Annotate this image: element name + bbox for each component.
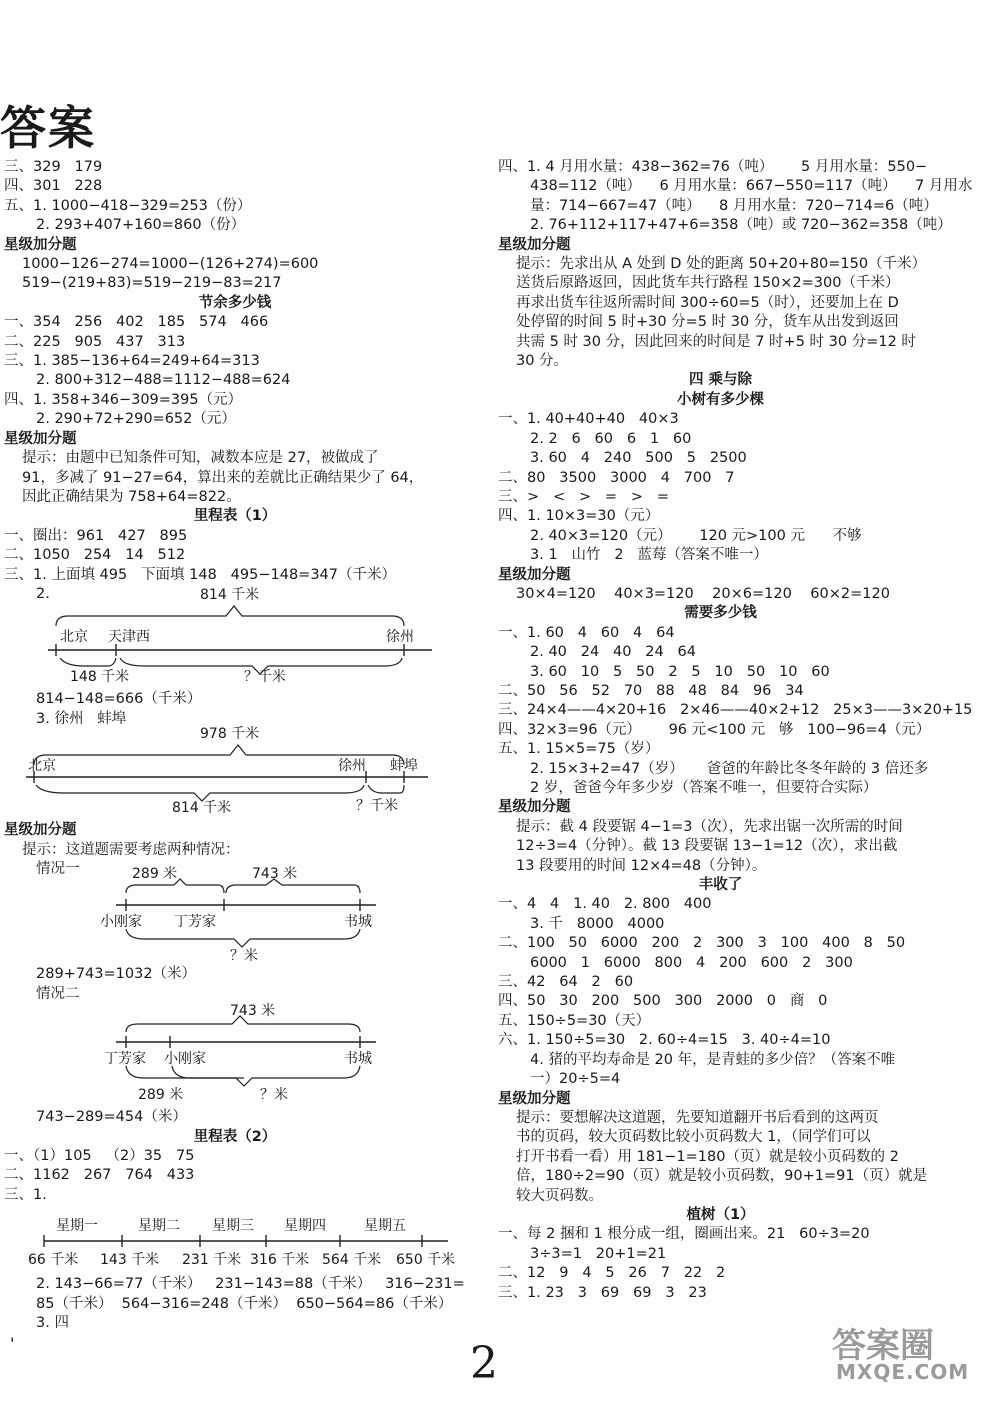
diagram-label: 书城 xyxy=(344,914,372,931)
watermark-logo: 答案圈 xyxy=(832,1326,934,1366)
hint-line: 书的页码，较大页码数比较小页码数大 1，（同学们可以 xyxy=(516,1129,871,1146)
hint-line: 91，多减了 91−27=64，算出来的差就比正确结果少了 64， xyxy=(22,469,424,486)
diagram-label: 徐州 xyxy=(338,758,366,775)
diagram-lines xyxy=(4,1012,444,1108)
answer-line: 二、80 3500 3000 4 700 7 xyxy=(498,469,735,486)
answer-line: 2. 143−66=77（千米） 231−143=88（千米） 316−231= xyxy=(36,1276,465,1293)
distance-label: 143 千米 xyxy=(100,1252,160,1269)
diagram-label: 小刚家 xyxy=(164,1051,206,1068)
answer-line: 三、42 64 2 60 xyxy=(498,974,634,991)
answer-line: 3÷3=1 20+1=21 xyxy=(530,1245,667,1262)
hint-line: 提示：先求出从 A 处到 D 处的距离 50+20+80=150（千米） xyxy=(516,256,927,273)
answer-line: 三、329 179 xyxy=(4,159,103,175)
weekday-label: 星期一 xyxy=(56,1218,98,1235)
diagram-label: 徐州 xyxy=(386,629,414,646)
answer-line: 814−148=666（千米） xyxy=(36,691,202,708)
answer-line: 289+743=1032（米） xyxy=(36,966,197,983)
diagram-label: 743 米 xyxy=(252,866,298,883)
section-heading: 里程表（1） xyxy=(193,508,277,525)
diagram-label: ？千米 xyxy=(244,669,286,686)
answer-line: 四、50 30 200 500 300 2000 0 商 0 xyxy=(498,993,828,1010)
diagram-label: ？米 xyxy=(260,1087,288,1104)
section-heading: 里程表（2） xyxy=(193,1128,277,1145)
bonus-heading: 星级加分题 xyxy=(4,236,77,253)
answer-line: 1000−126−274=1000−(126+274)=600 xyxy=(22,256,319,273)
distance-label: 650 千米 xyxy=(396,1252,456,1269)
answer-line: 2. 40×3=120（元） 120 元>100 元 不够 xyxy=(530,527,862,544)
right-column xyxy=(498,158,973,1303)
bonus-heading: 星级加分题 xyxy=(498,566,571,583)
diagram-label: 北京 xyxy=(60,629,88,646)
answer-line: 量：714−667=47（吨） 8 月用水量：720−714=6（吨） xyxy=(530,197,938,214)
answer-line: 二、225 905 437 313 xyxy=(4,333,186,350)
diagram-label: 743 米 xyxy=(230,1003,276,1020)
weekday-label: 星期三 xyxy=(212,1218,254,1235)
page-title: 答案 xyxy=(0,101,96,155)
answer-line: 情况一 xyxy=(36,860,80,877)
diagram-label: 丁芳家 xyxy=(174,914,216,931)
answer-line: 3. 四 xyxy=(36,1315,69,1332)
bonus-heading: 星级加分题 xyxy=(498,1090,571,1107)
weekday-label: 星期四 xyxy=(284,1218,326,1235)
hint-line: 处停留的时间 5 时+30 分=5 时 30 分，货车从出发到返回 xyxy=(516,314,899,331)
diagram-label: 814 千米 xyxy=(172,800,232,817)
bonus-heading: 星级加分题 xyxy=(498,799,571,816)
answer-line: 四、1. 4 月用水量：438−362=76（吨） 5 月用水量：550− xyxy=(498,159,928,175)
answer-line: 一、4 4 1. 40 2. 800 400 xyxy=(498,896,712,913)
weekday-label: 星期五 xyxy=(364,1218,406,1235)
answer-line: 30×4=120 40×3=120 20×6=120 60×2=120 xyxy=(516,585,890,602)
answer-line: 2. 293+407+160=860（份） xyxy=(36,217,246,234)
answer-line: 3. 60 4 240 500 5 2500 xyxy=(530,450,747,467)
answer-line: 3. 60 10 5 50 2 5 10 50 10 60 xyxy=(530,663,830,680)
answer-line: 2. 76+112+117+47+6=358（吨）或 720−362=358（吨） xyxy=(530,217,952,234)
diagram-label: 289 米 xyxy=(132,866,178,883)
answer-line: 4. 猪的平均寿命是 20 年，是青蛙的多少倍？（答案不唯 xyxy=(530,1051,896,1068)
answer-line: 85（千米） 564−316=248（千米） 650−564=86（千米） xyxy=(36,1295,453,1312)
distance-label: 66 千米 xyxy=(28,1252,79,1269)
hint-line: 提示：这道题需要考虑两种情况： xyxy=(22,841,240,858)
answer-line: 三、1. xyxy=(4,1186,47,1203)
bonus-heading: 星级加分题 xyxy=(4,822,77,839)
answer-line: 2. 2 6 60 6 1 60 xyxy=(530,430,692,447)
answer-line: 三、1. 385−136+64=249+64=313 xyxy=(4,353,260,370)
answer-line: 2. 290+72+290=652（元） xyxy=(36,411,236,428)
distance-label: 231 千米 xyxy=(182,1252,242,1269)
section-heading: 节余多少钱 xyxy=(198,294,272,311)
diagram-label: 北京 xyxy=(28,758,56,775)
answer-line: 一）20÷5=4 xyxy=(530,1071,621,1088)
diagram-label: 148 千米 xyxy=(70,669,130,686)
answer-line: 2. 15×3+2=47（岁） 爸爸的年龄比冬冬年龄的 3 倍还多 xyxy=(530,760,929,777)
answer-line: 2. 40 24 40 24 64 xyxy=(530,644,697,661)
distance-diagram-2 xyxy=(4,726,466,817)
bonus-heading: 星级加分题 xyxy=(4,430,77,447)
answer-line: 一、1. 40+40+40 40×3 xyxy=(498,411,679,428)
section-heading: 需要多少钱 xyxy=(684,605,757,622)
hint-line: 因此正确结果为 758+64=822。 xyxy=(22,488,241,505)
answer-line: 二、50 56 52 70 88 48 84 96 34 xyxy=(498,682,804,699)
answer-line: 438=112（吨） 6 月用水量：667−550=117（吨） 7 月用水 xyxy=(530,178,973,195)
answer-line: 二、1162 267 764 433 xyxy=(4,1167,195,1184)
answer-line: 519−(219+83)=519−219−83=217 xyxy=(22,275,282,292)
hint-line: 送货后原路返回，因此货车共行路程 150×2=300（千米） xyxy=(516,275,900,292)
answer-line: 六、1. 150÷5=30 2. 60÷4=15 3. 40÷4=10 xyxy=(498,1032,831,1049)
hint-line: 倍，180÷2=90（页）就是较小页码数，90+1=91（页）就是 xyxy=(516,1168,928,1185)
answer-line: 三、24×4——4×20+16 2×46——40×2+12 25×3——3×20+15 xyxy=(498,702,973,719)
section-heading: 丰收了 xyxy=(698,877,743,894)
answer-line: 一、每 2 捆和 1 根分成一组，圈画出来。21 60÷3=20 xyxy=(498,1226,870,1243)
bonus-heading: 星级加分题 xyxy=(498,236,571,253)
distance-label: 316 千米 xyxy=(250,1252,310,1269)
diagram-label: 814 千米 xyxy=(200,587,260,604)
hint-line: 共需 5 时 30 分，因此回来的时间是 7 时+5 时 30 分=12 时 xyxy=(516,333,916,350)
answer-line: 二、100 50 6000 200 2 300 3 100 400 8 50 xyxy=(498,935,906,952)
answer-line: 743−289=454（米） xyxy=(36,1109,187,1126)
hint-line: 13 段要用的时间 12×4=48（分钟）。 xyxy=(516,857,767,874)
answer-line: 3. 1 山竹 2 蓝莓（答案不唯一） xyxy=(530,547,768,564)
hint-line: 打开书看一看）用 181−1=180（页）就是较小页码数的 2 xyxy=(516,1148,899,1165)
answer-line: 二、12 9 4 5 26 7 22 2 xyxy=(498,1265,726,1282)
answer-line: 一、354 256 402 185 574 466 xyxy=(4,314,269,331)
hint-line: 较大页码数。 xyxy=(516,1187,603,1204)
diagram-label: 289 米 xyxy=(138,1087,184,1104)
weekday-distance-diagram xyxy=(4,1215,466,1275)
answer-line: 四、32×3=96（元） 96 元<100 元 够 100−96=4（元） xyxy=(498,721,931,738)
answer-line: 6000 1 6000 800 4 200 600 2 300 xyxy=(530,954,853,971)
answer-line: 2. 800+312−488=1112−488=624 xyxy=(36,372,291,389)
answer-line: 3. 千 8000 4000 xyxy=(530,915,665,932)
chapter-heading: 四 乘与除 xyxy=(688,372,753,389)
diagram-label: 蚌埠 xyxy=(390,758,418,775)
answer-line: 三、1. 上面填 495 下面填 148 495−148=347（千米） xyxy=(4,566,396,583)
answer-line: 一、1. 60 4 60 4 64 xyxy=(498,624,675,641)
distance-diagram-4 xyxy=(4,1003,466,1108)
stray-mark: ' xyxy=(10,1334,15,1353)
diagram-label: 天津西 xyxy=(108,629,150,646)
answer-line: 2 岁，爸爸今年多少岁（答案不唯一，但要符合实际） xyxy=(530,780,878,796)
diagram-label: 书城 xyxy=(344,1051,372,1068)
hint-line: 提示：由题中已知条件可知，减数本应是 27，被做成了 xyxy=(22,450,379,467)
answer-line: 五、1. 15×5=75（岁） xyxy=(498,741,660,758)
answer-line: 四、1. 358+346−309=395（元） xyxy=(4,391,243,408)
hint-line: 12÷3=4（分钟）。截 13 段要锯 13−1=12（次），求出截 xyxy=(516,838,898,855)
section-heading: 小树有多少棵 xyxy=(677,391,764,408)
answer-line: 三、1. 23 3 69 69 3 23 xyxy=(498,1284,707,1301)
diagram-label: 978 千米 xyxy=(200,726,260,743)
answer-line: 一、（1）105 （2）35 75 xyxy=(4,1148,195,1164)
weekday-label: 星期二 xyxy=(138,1218,180,1235)
section-heading: 植树（1） xyxy=(686,1206,755,1223)
diagram-label: 小刚家 xyxy=(100,914,142,931)
answer-line: 情况二 xyxy=(36,985,80,1002)
left-column xyxy=(4,158,466,1333)
diagram-label: ？千米 xyxy=(356,798,398,815)
answer-line: 四、301 228 xyxy=(4,178,103,195)
page-number: 2 xyxy=(470,1338,498,1389)
answer-line: 一、圈出：961 427 895 xyxy=(4,527,188,544)
diagram-label: 丁芳家 xyxy=(104,1051,146,1068)
answer-line: 五、150÷5=30（天） xyxy=(498,1012,651,1029)
answer-line: 2. xyxy=(36,585,50,602)
diagram-label: ？米 xyxy=(230,948,258,965)
diagram-lines xyxy=(4,879,444,965)
answer-line: 二、1050 254 14 512 xyxy=(4,547,186,564)
watermark-url: MXQE.COM xyxy=(836,1360,970,1384)
hint-line: 提示：截 4 段要锯 4−1=3（次），先求出锯一次所需的时间 xyxy=(516,818,903,835)
answer-line: 3. 徐州 蚌埠 xyxy=(36,710,127,727)
distance-label: 564 千米 xyxy=(322,1252,382,1269)
answer-line: 三、> < > = > = xyxy=(498,488,670,505)
distance-diagram-1 xyxy=(4,587,466,686)
answer-line: 四、1. 10×3=30（元） xyxy=(498,508,660,525)
hint-line: 提示：要想解决这道题，先要知道翻开书后看到的这两页 xyxy=(516,1109,879,1126)
hint-line: 30 分。 xyxy=(516,353,569,370)
answer-line: 五、1. 1000−418−329=253（份） xyxy=(4,197,252,214)
hint-line: 再求出货车往返所需时间 300÷60=5（时），还要加上在 D xyxy=(516,294,899,311)
